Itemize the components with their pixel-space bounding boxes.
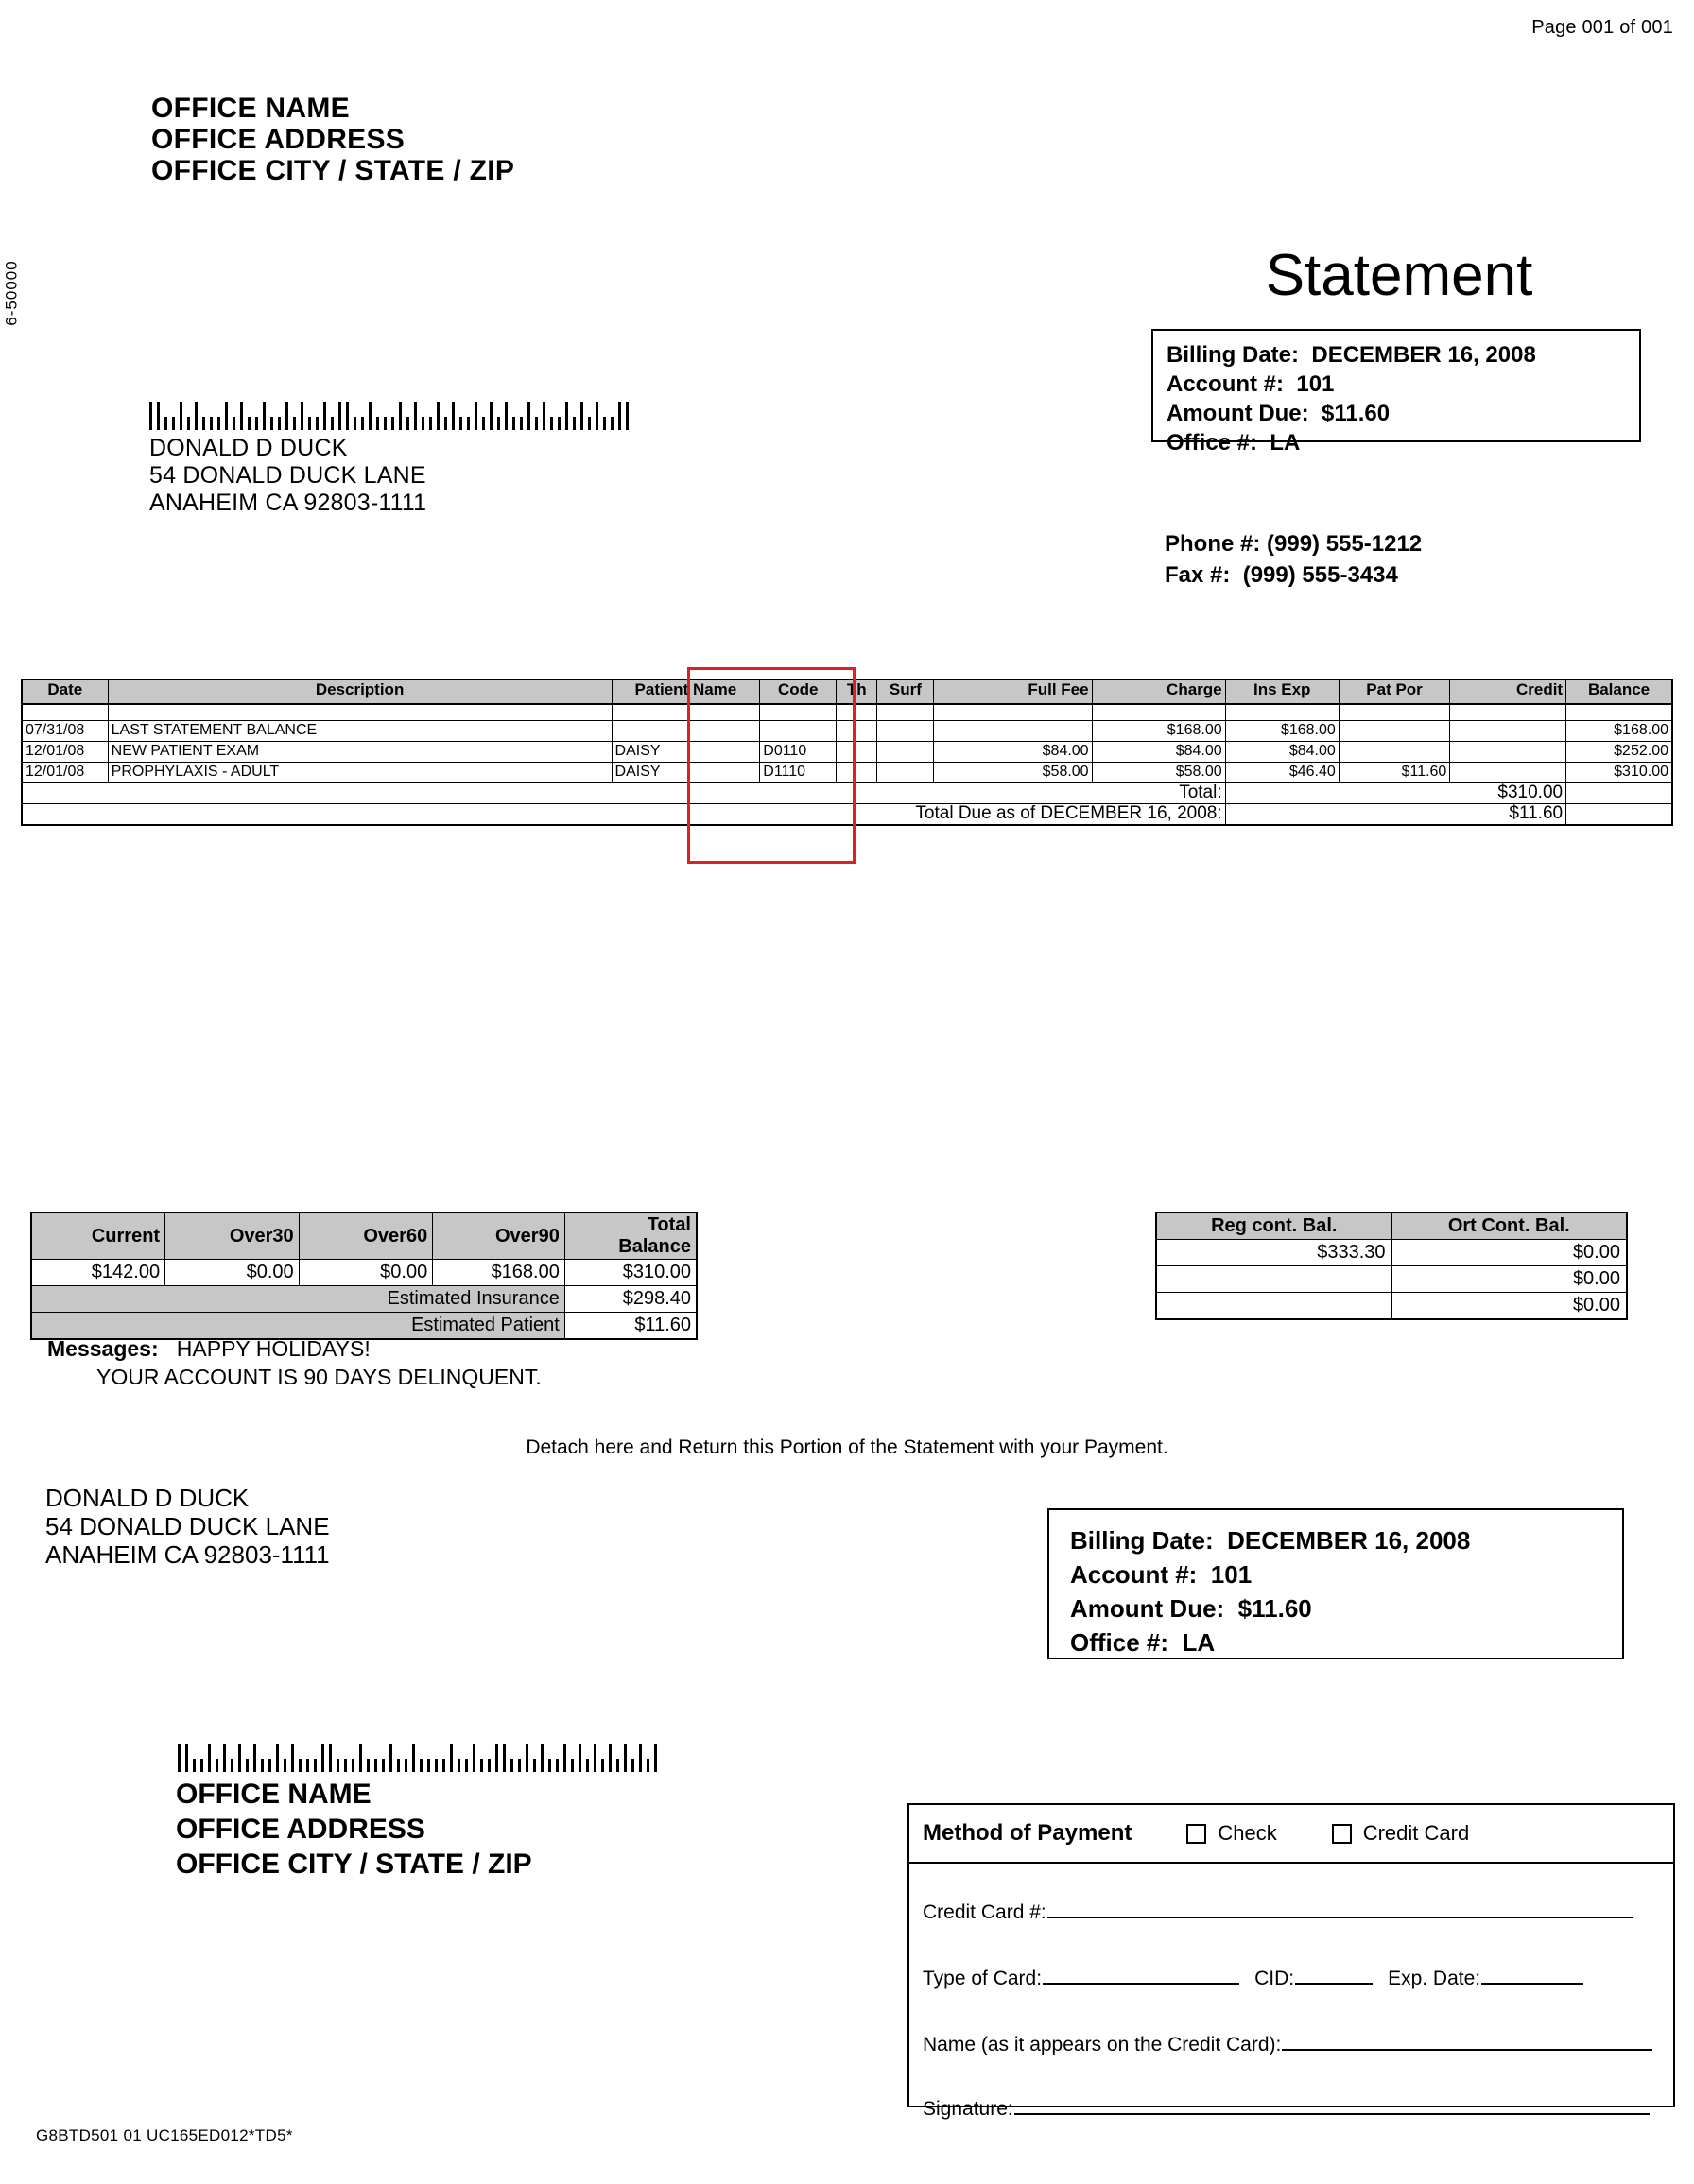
name-on-card-input[interactable]: [1282, 2032, 1652, 2051]
cell-patient: DAISY: [612, 763, 760, 783]
stub-office-address: OFFICE ADDRESS: [176, 1814, 425, 1845]
col-reg-cont-bal: Reg cont. Bal.: [1156, 1212, 1392, 1240]
credit-card-checkbox[interactable]: [1332, 1824, 1352, 1844]
spacer-cell: [1092, 704, 1225, 721]
exp-date-label: Exp. Date:: [1388, 1968, 1481, 1989]
fax-label: Fax #:: [1165, 562, 1231, 588]
type-of-card-input[interactable]: [1043, 1966, 1239, 1985]
total-label: Total:: [22, 783, 1225, 804]
postal-barcode: [149, 402, 633, 430]
col-code: Code: [760, 679, 837, 704]
stub-office-block: [176, 1777, 532, 1882]
cell-description: PROPHYLAXIS - ADULT: [108, 763, 612, 783]
spacer-cell: [108, 704, 612, 721]
cell-pat-por: $11.60: [1339, 763, 1450, 783]
cell-description: LAST STATEMENT BALANCE: [108, 721, 612, 742]
payment-method-header: [909, 1805, 1673, 1864]
cell-surf: [877, 721, 934, 742]
ledger-total-row: [22, 783, 1672, 804]
cell-pat-por: [1339, 721, 1450, 742]
office-contact-info: [1165, 528, 1422, 591]
phone-row: [1165, 528, 1422, 559]
page-number: Page 001 of 001: [1531, 17, 1673, 38]
stub-office-label: Office #:: [1070, 1628, 1169, 1657]
customer-city-state-zip: ANAHEIM CA 92803-1111: [149, 490, 427, 516]
aging-summary-table: [30, 1212, 698, 1340]
spacer-cell: [934, 704, 1092, 721]
billing-summary-box: [1151, 329, 1641, 456]
spacer-cell: [1339, 704, 1450, 721]
credit-card-number-label: Credit Card #:: [923, 1901, 1046, 1923]
cell-th: [837, 763, 877, 783]
messages-label: Messages:: [47, 1336, 159, 1361]
col-surf: Surf: [877, 679, 934, 704]
value-over90: $168.00: [433, 1260, 565, 1286]
stub-office-row: [1070, 1625, 1622, 1659]
amount-due-value: $11.60: [1322, 401, 1391, 426]
stub-account-label: Account #:: [1070, 1560, 1198, 1589]
stub-customer-name: DONALD D DUCK: [45, 1484, 250, 1512]
cell-date: 07/31/08: [22, 721, 108, 742]
cell-charge: $84.00: [1092, 742, 1225, 763]
billing-date-row: [1167, 340, 1639, 370]
cell-ins-exp: $168.00: [1225, 721, 1339, 742]
cell-date: 12/01/08: [22, 763, 108, 783]
cell-credit: [1450, 742, 1566, 763]
stub-account-row: [1070, 1557, 1622, 1591]
transaction-ledger-table: [21, 679, 1673, 826]
cell-reg-bal: [1156, 1266, 1392, 1293]
ledger-header-row: [22, 679, 1672, 704]
phone-value: (999) 555-1212: [1267, 531, 1423, 557]
ledger-total-due-row: [22, 804, 1672, 826]
credit-card-option[interactable]: [1332, 1821, 1469, 1846]
office-header: [151, 93, 514, 186]
col-over60: Over60: [299, 1212, 433, 1260]
detach-instruction: Detach here and Return this Portion of the Statement with your Payment.: [526, 1436, 1168, 1458]
aging-header-row: [31, 1212, 697, 1260]
office-number-value: LA: [1270, 430, 1301, 456]
spacer-cell: [837, 704, 877, 721]
col-description: Description: [108, 679, 612, 704]
col-charge: Charge: [1092, 679, 1225, 704]
office-address: OFFICE ADDRESS: [151, 124, 406, 155]
cell-balance: $252.00: [1566, 742, 1672, 763]
table-row: [1156, 1266, 1627, 1293]
name-on-card-line: [909, 2032, 1673, 2056]
cell-ins-exp: $84.00: [1225, 742, 1339, 763]
billing-date-value: DECEMBER 16, 2008: [1311, 342, 1536, 368]
name-on-card-label: Name (as it appears on the Credit Card):: [923, 2034, 1282, 2055]
check-option-label: Check: [1218, 1821, 1277, 1845]
table-row: [22, 763, 1672, 783]
table-row: [1156, 1293, 1627, 1320]
estimated-patient-label: Estimated Patient: [31, 1313, 564, 1340]
cell-balance: $310.00: [1566, 763, 1672, 783]
stub-amount-due-value: $11.60: [1237, 1594, 1312, 1623]
total-due-spacer: [1566, 804, 1672, 826]
check-checkbox[interactable]: [1186, 1824, 1206, 1844]
cell-full-fee: $58.00: [934, 763, 1092, 783]
cell-reg-bal: $333.30: [1156, 1240, 1392, 1266]
total-due-value: $11.60: [1225, 804, 1565, 826]
cid-label: CID:: [1254, 1968, 1295, 1989]
cell-description: NEW PATIENT EXAM: [108, 742, 612, 763]
cell-ins-exp: $46.40: [1225, 763, 1339, 783]
credit-card-option-label: Credit Card: [1362, 1821, 1470, 1845]
total-value: $310.00: [1225, 783, 1565, 804]
cell-patient: DAISY: [612, 742, 760, 763]
messages-section: [47, 1334, 542, 1391]
message-line-2: YOUR ACCOUNT IS 90 DAYS DELINQUENT.: [96, 1365, 542, 1389]
col-over90: Over90: [433, 1212, 565, 1260]
aging-values-row: [31, 1260, 697, 1286]
value-current: $142.00: [31, 1260, 165, 1286]
phone-label: Phone #:: [1165, 531, 1261, 557]
estimated-insurance-value: $298.40: [564, 1286, 697, 1313]
cell-balance: $168.00: [1566, 721, 1672, 742]
stub-amount-due-label: Amount Due:: [1070, 1594, 1225, 1623]
method-of-payment-box: [908, 1803, 1675, 2120]
fax-value: (999) 555-3434: [1242, 562, 1398, 588]
spacer-cell: [1450, 704, 1566, 721]
col-date: Date: [22, 679, 108, 704]
stub-office-name: OFFICE NAME: [176, 1779, 372, 1810]
credit-card-number-line: [909, 1900, 1673, 1924]
stub-billing-date-label: Billing Date:: [1070, 1526, 1214, 1555]
col-over30: Over30: [165, 1212, 300, 1260]
col-ins-exp: Ins Exp: [1225, 679, 1339, 704]
spacer-cell: [612, 704, 760, 721]
cell-code: [760, 721, 837, 742]
spacer-cell: [760, 704, 837, 721]
col-pat-por: Pat Por: [1339, 679, 1450, 704]
cell-th: [837, 721, 877, 742]
col-full-fee: Full Fee: [934, 679, 1092, 704]
footer-form-code: G8BTD501 01 UC165ED012*TD5*: [36, 2126, 293, 2144]
amount-due-label: Amount Due:: [1167, 401, 1309, 426]
col-ort-cont-bal: Ort Cont. Bal.: [1392, 1212, 1627, 1240]
col-balance: Balance: [1566, 679, 1672, 704]
amount-due-row: [1167, 399, 1639, 428]
cell-surf: [877, 742, 934, 763]
estimated-insurance-label: Estimated Insurance: [31, 1286, 564, 1313]
cell-code: D0110: [760, 742, 837, 763]
col-th: Th: [837, 679, 877, 704]
table-row: [22, 742, 1672, 763]
stub-office-city-state-zip: OFFICE CITY / STATE / ZIP: [176, 1849, 532, 1880]
credit-card-number-input[interactable]: [1047, 1900, 1634, 1918]
estimated-patient-value: $11.60: [564, 1313, 697, 1340]
vertical-form-code: 6-50000: [2, 260, 21, 326]
value-total-balance: $310.00: [564, 1260, 697, 1286]
cell-patient: [612, 721, 760, 742]
cell-pat-por: [1339, 742, 1450, 763]
cid-input[interactable]: [1295, 1966, 1373, 1985]
office-name: OFFICE NAME: [151, 93, 350, 124]
spacer-cell: [1566, 704, 1672, 721]
estimated-insurance-row: [31, 1286, 697, 1313]
col-credit: Credit: [1450, 679, 1566, 704]
spacer-cell: [1225, 704, 1339, 721]
contract-header-row: [1156, 1212, 1627, 1240]
signature-line: [909, 2096, 1673, 2121]
stub-amount-due-row: [1070, 1591, 1622, 1625]
stub-postal-barcode: [178, 1744, 662, 1772]
account-row: [1167, 370, 1639, 399]
ledger-spacer-row: [22, 704, 1672, 721]
signature-label: Signature:: [923, 2098, 1013, 2120]
office-number-row: [1167, 428, 1639, 457]
fax-row: [1165, 559, 1422, 591]
table-row: [22, 721, 1672, 742]
col-patient-name: Patient Name: [612, 679, 760, 704]
total-due-label: Total Due as of DECEMBER 16, 2008:: [22, 804, 1225, 826]
cell-full-fee: $84.00: [934, 742, 1092, 763]
table-row: [1156, 1240, 1627, 1266]
stub-billing-date-row: [1070, 1523, 1622, 1557]
statement-title: Statement: [1265, 243, 1533, 308]
cell-full-fee: [934, 721, 1092, 742]
customer-name: DONALD D DUCK: [149, 435, 348, 461]
col-current: Current: [31, 1212, 165, 1260]
stub-account-value: 101: [1210, 1560, 1253, 1589]
value-over60: $0.00: [299, 1260, 433, 1286]
cell-charge: $58.00: [1092, 763, 1225, 783]
cell-code: D1110: [760, 763, 837, 783]
spacer-cell: [22, 704, 108, 721]
cell-surf: [877, 763, 934, 783]
message-line-1: HAPPY HOLIDAYS!: [176, 1336, 371, 1361]
contract-balance-table: [1155, 1212, 1628, 1320]
check-option[interactable]: [1186, 1821, 1276, 1846]
type-of-card-label: Type of Card:: [923, 1968, 1043, 1989]
cell-th: [837, 742, 877, 763]
cell-date: 12/01/08: [22, 742, 108, 763]
exp-date-input[interactable]: [1481, 1966, 1583, 1985]
stub-office-value: LA: [1182, 1628, 1216, 1657]
account-value: 101: [1296, 371, 1335, 397]
stub-billing-summary-box: [1047, 1508, 1624, 1659]
cell-reg-bal: [1156, 1293, 1392, 1320]
col-total-balance: Total Balance: [564, 1212, 697, 1260]
cell-charge: $168.00: [1092, 721, 1225, 742]
billing-date-label: Billing Date:: [1167, 342, 1300, 368]
customer-address-block: [149, 435, 426, 517]
stub-customer-address: [45, 1484, 330, 1569]
value-over30: $0.00: [165, 1260, 300, 1286]
messages-first-line: [47, 1334, 542, 1363]
method-of-payment-label: Method of Payment: [923, 1820, 1132, 1846]
card-details-line: [909, 1966, 1673, 1990]
cell-ort-bal: $0.00: [1392, 1240, 1627, 1266]
spacer-cell: [877, 704, 934, 721]
stub-customer-street: 54 DONALD DUCK LANE: [45, 1512, 330, 1540]
stub-billing-date-value: DECEMBER 16, 2008: [1227, 1526, 1471, 1555]
stub-customer-city-state-zip: ANAHEIM CA 92803-1111: [45, 1540, 330, 1569]
office-city-state-zip: OFFICE CITY / STATE / ZIP: [151, 155, 515, 186]
account-label: Account #:: [1167, 371, 1285, 397]
total-spacer: [1566, 783, 1672, 804]
cell-ort-bal: $0.00: [1392, 1266, 1627, 1293]
cell-ort-bal: $0.00: [1392, 1293, 1627, 1320]
office-number-label: Office #:: [1167, 430, 1258, 456]
cell-credit: [1450, 721, 1566, 742]
cell-credit: [1450, 763, 1566, 783]
signature-input[interactable]: [1014, 2096, 1650, 2115]
customer-street: 54 DONALD DUCK LANE: [149, 462, 426, 489]
